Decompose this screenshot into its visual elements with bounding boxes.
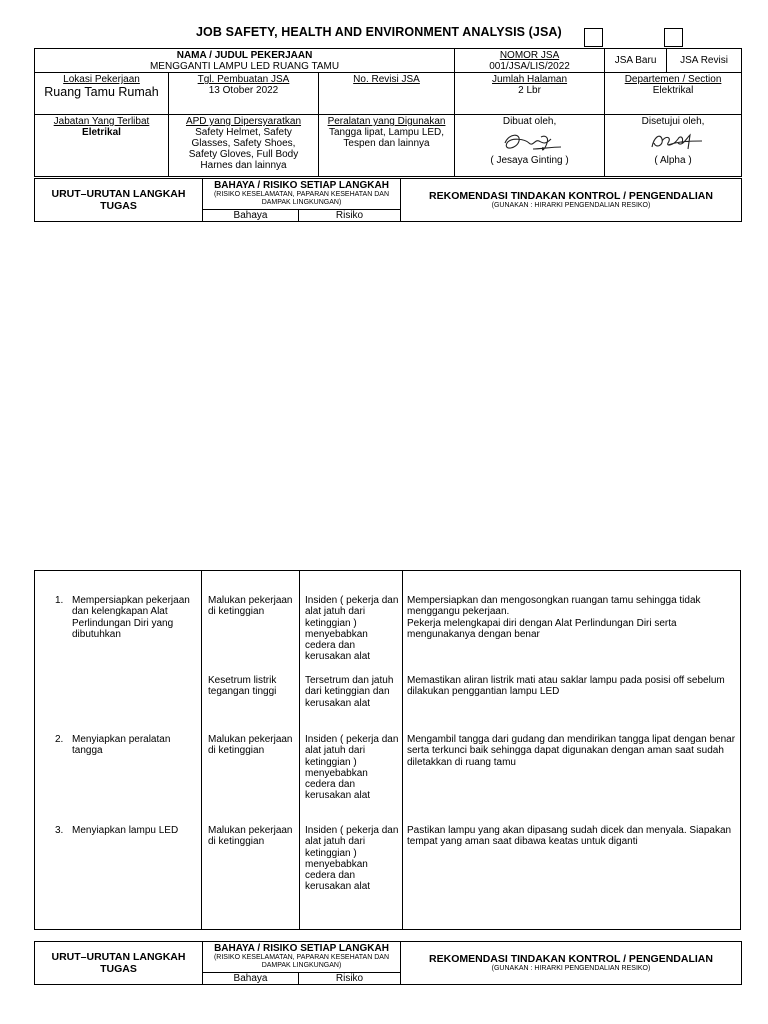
approved-by-name: ( Alpha ): [654, 155, 692, 166]
required-ppe-value: Safety Helmet, Safety Glasses, Safety Shoes, Safety Gloves, Full Body Harnes dan lainnya: [188, 127, 299, 171]
recommendation-title: REKOMENDASI TINDAKAN KONTROL / PENGENDALIAN: [429, 189, 713, 202]
location-cell: [35, 73, 169, 115]
step-hazard: Malukan pekerjaan di ketinggian: [208, 734, 293, 757]
steps-column-header: URUT–URUTAN LANGKAH TUGAS: [35, 942, 203, 985]
hazard-risk-subtitle: (RISIKO KESELAMATAN, PAPARAN KESEHATAN DAN DAMPAK LINGKUNGAN): [213, 191, 390, 206]
hazard-risk-title: BAHAYA / RISIKO SETIAP LANGKAH: [214, 943, 389, 954]
department-label: Departemen / Section: [624, 74, 722, 85]
equipment-cell: [319, 115, 455, 177]
steps-column-header: URUT–URUTAN LANGKAH TUGAS: [35, 179, 203, 222]
step-task: Menyiapkan lampu LED: [72, 825, 179, 836]
hazard-risk-title: BAHAYA / RISIKO SETIAP LANGKAH: [214, 180, 389, 191]
page-count-cell: [455, 73, 605, 115]
department-value: Elektrikal: [652, 85, 694, 96]
step-hazard: Kesetrum listrik tegangan tinggi: [208, 675, 277, 698]
job-name-value: MENGGANTI LAMPU LED RUANG TAMU: [149, 61, 340, 72]
hazard-column-header: Bahaya: [203, 973, 299, 985]
involved-position-label: Jabatan Yang Terlibat: [53, 116, 150, 127]
step-recommendation: Pastikan lampu yang akan dipasang sudah dicek dan menyala. Siapakan tempat yang aman saat dibawa keatas untuk diganti: [407, 825, 732, 848]
page-count-value: 2 Lbr: [518, 85, 541, 96]
created-date-label: Tgl. Pembuatan JSA: [197, 74, 290, 85]
jsa-number-cell: [455, 49, 605, 73]
step-task: Menyiapkan peralatan tangga: [72, 734, 171, 757]
step-risk: Tersetrum dan jatuh dari ketinggian dan kerusakan alat: [305, 675, 394, 709]
column-header-bottom: [34, 941, 742, 985]
step-number: 3.: [55, 825, 64, 836]
step-recommendation: Mempersiapkan dan mengosongkan ruangan tamu sehingga tidak menggangu pekerjaan. Pekerja melengkapai diri dengan Alat Perlindungan Diri serta mengunakanya dengan benar: [407, 595, 701, 640]
column-header-top: [34, 178, 742, 222]
signature-jesaya: [495, 129, 565, 155]
created-date-cell: [169, 73, 319, 115]
header-table: [34, 48, 742, 177]
recommendation-header: [401, 942, 742, 985]
jsa-baru-checkbox[interactable]: [584, 28, 603, 47]
location-value: Ruang Tamu Rumah: [44, 85, 159, 99]
recommendation-subtitle: (GUNAKAN : HIRARKI PENGENDALIAN RESIKO): [491, 201, 651, 209]
jsa-revisi-cell: [667, 49, 742, 73]
divider-task: [201, 571, 202, 929]
hazard-risk-header: [203, 179, 401, 210]
required-ppe-cell: [169, 115, 319, 177]
hazard-column-header: Bahaya: [203, 210, 299, 222]
jsa-baru-label: JSA Baru: [614, 55, 657, 66]
step-number: 1.: [55, 595, 64, 606]
required-ppe-label: APD yang Dipersyaratkan: [185, 116, 302, 127]
approved-by-label: Disetujui oleh,: [641, 116, 705, 127]
step-number: 2.: [55, 734, 64, 745]
equipment-label: Peralatan yang Digunakan: [327, 116, 446, 127]
risk-column-header: Risiko: [299, 973, 401, 985]
revision-number-cell: [319, 73, 455, 115]
step-risk: Insiden ( pekerja dan alat jatuh dari ketinggian ) menyebabkan cedera dan kerusakan alat: [305, 825, 399, 893]
step-recommendation: Memastikan aliran listrik mati atau saklar lampu pada posisi off sebelum dilakukan penggantian lampu LED: [407, 675, 725, 698]
hazard-risk-header: [203, 942, 401, 973]
department-cell: [605, 73, 742, 115]
equipment-value: Tangga lipat, Lampu LED, Tespen dan lainnya: [328, 127, 445, 149]
signature-alpha: [638, 129, 708, 155]
job-name-label: NAMA / JUDUL PEKERJAAN: [176, 50, 313, 61]
steps-table: [34, 570, 741, 930]
step-risk: Insiden ( pekerja dan alat jatuh dari ketinggian ) menyebabkan cedera dan kerusakan alat: [305, 595, 399, 663]
step-hazard: Malukan pekerjaan di ketinggian: [208, 595, 293, 618]
page-count-label: Jumlah Halaman: [492, 74, 568, 85]
jsa-baru-cell: [605, 49, 667, 73]
prepared-by-name: ( Jesaya Ginting ): [490, 155, 569, 166]
divider-risk: [402, 571, 403, 929]
step-hazard: Malukan pekerjaan di ketinggian: [208, 825, 293, 848]
risk-column-header: Risiko: [299, 210, 401, 222]
step-risk: Insiden ( pekerja dan alat jatuh dari ketinggian ) menyebabkan cedera dan kerusakan alat: [305, 734, 399, 802]
revision-number-label: No. Revisi JSA: [353, 74, 420, 85]
prepared-by-cell: [455, 115, 605, 177]
recommendation-header: [401, 179, 742, 222]
prepared-by-label: Dibuat oleh,: [502, 116, 557, 127]
jsa-number-value: 001/JSA/LIS/2022: [489, 61, 570, 72]
created-date-value: 13 Otober 2022: [208, 85, 279, 96]
step-task: Mempersiapkan pekerjaan dan kelengkapan Alat Perlindungan Diri yang dibutuhkan: [72, 595, 190, 640]
hazard-risk-subtitle: (RISIKO KESELAMATAN, PAPARAN KESEHATAN DAN DAMPAK LINGKUNGAN): [213, 954, 390, 969]
job-name-cell: [35, 49, 455, 73]
step-recommendation: Mengambil tangga dari gudang dan mendirikan tangga lipat dengan benar serta terkunci baik sehingga dapat digunakan dengan aman saat sudah diletakkan di ruang tamu: [407, 734, 736, 768]
recommendation-title: REKOMENDASI TINDAKAN KONTROL / PENGENDALIAN: [429, 952, 713, 965]
document-title: JOB SAFETY, HEALTH AND ENVIRONMENT ANALYSIS (JSA): [196, 25, 562, 39]
jsa-revisi-label: JSA Revisi: [680, 55, 728, 66]
approved-by-cell: [605, 115, 742, 177]
jsa-number-label: NOMOR JSA: [499, 50, 560, 61]
involved-position-cell: [35, 115, 169, 177]
involved-position-value: Eletrikal: [82, 127, 121, 138]
recommendation-subtitle: (GUNAKAN : HIRARKI PENGENDALIAN RESIKO): [491, 964, 651, 972]
jsa-revisi-checkbox[interactable]: [664, 28, 683, 47]
location-label: Lokasi Pekerjaan: [63, 74, 140, 85]
